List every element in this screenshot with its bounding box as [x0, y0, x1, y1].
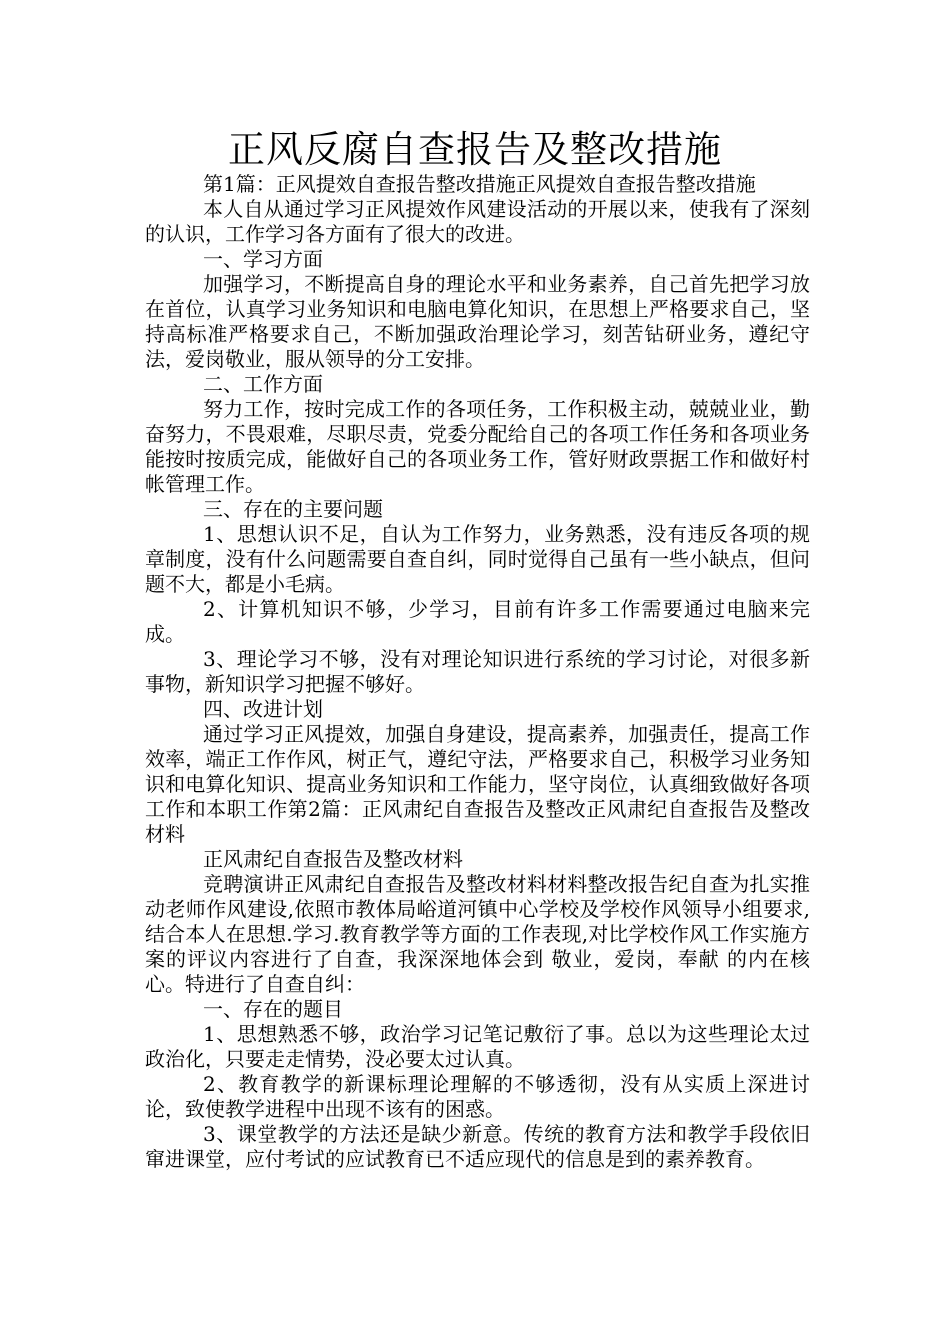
document-title: 正风反腐自查报告及整改措施 — [228, 128, 722, 171]
paragraph: 3、理论学习不够，没有对理论知识进行系统的学习讨论，对很多新事物，新知识学习把握不够好。 — [145, 647, 810, 696]
section-heading: 四、改进计划 — [203, 697, 323, 721]
paragraph: 努力工作，按时完成工作的各项任务，工作积极主动，兢兢业业，勤奋努力，不畏艰难，尽职尽责，党委分配给自己的各项工作任务和各项业务能按时按质完成，能做好自己的各项业务工作，管好财政票据工作和做好村帐管理工作。 — [145, 397, 810, 496]
paragraph: 通过学习正风提效，加强自身建设，提高素养，加强责任，提高工作效率，端正工作作风，树正气，遵纪守法，严格要求自己，积极学习业务知识和电算化知识、提高业务知识和工作能力，坚守岗位，认真细致做好各项工作和本职工作第2篇：正风肃纪自查报告及整改正风肃纪自查报告及整改材料 — [145, 722, 810, 846]
paragraph: 竞聘演讲正风肃纪自查报告及整改材料材料整改报告纪自查为扎实推动老师作风建设,依照市教体局峪道河镇中心学校及学校作风领导小组要求,结合本人在思想.学习.教育教学等方面的工作表现,对比学校作风工作实施方案的评议内容进行了自查，我深深地体会到 敬业，爱岗，奉献 的内在核心。特进行了自查自纠： — [145, 872, 810, 996]
section-heading: 正风肃纪自查报告及整改材料 — [203, 847, 463, 871]
paragraph: 1、思想认识不足，自认为工作努力，业务熟悉，没有违反各项的规章制度，没有什么问题需要自查自纠，同时觉得自己虽有一些小缺点，但问题不大，都是小毛病。 — [145, 522, 810, 596]
paragraph: 第1篇：正风提效自查报告整改措施正风提效自查报告整改措施 — [203, 172, 756, 196]
paragraph: 3、课堂教学的方法还是缺少新意。传统的教育方法和教学手段依旧窜进课堂，应付考试的应试教育已不适应现代的信息是到的素养教育。 — [145, 1122, 810, 1171]
section-heading: 二、工作方面 — [203, 372, 323, 396]
paragraph: 本人自从通过学习正风提效作风建设活动的开展以来，使我有了深刻的认识，工作学习各方面有了很大的改进。 — [145, 197, 810, 246]
paragraph: 1、思想熟悉不够，政治学习记笔记敷衍了事。总以为这些理论太过政治化，只要走走情势，没必要太过认真。 — [145, 1022, 810, 1071]
document-body — [145, 172, 810, 1172]
paragraph: 2、计算机知识不够，少学习，目前有许多工作需要通过电脑来完成。 — [145, 597, 810, 646]
section-heading: 三、存在的主要问题 — [203, 497, 383, 521]
paragraph: 2、教育教学的新课标理论理解的不够透彻，没有从实质上深进讨论，致使教学进程中出现不该有的困惑。 — [145, 1072, 810, 1121]
paragraph: 加强学习，不断提高自身的理论水平和业务素养，自己首先把学习放在首位，认真学习业务知识和电脑电算化知识，在思想上严格要求自己，坚持高标准严格要求自己，不断加强政治理论学习，刻苦钻研业务，遵纪守法，爱岗敬业，服从领导的分工安排。 — [145, 272, 810, 371]
section-heading: 一、存在的题目 — [203, 997, 343, 1021]
section-heading: 一、学习方面 — [203, 247, 323, 271]
